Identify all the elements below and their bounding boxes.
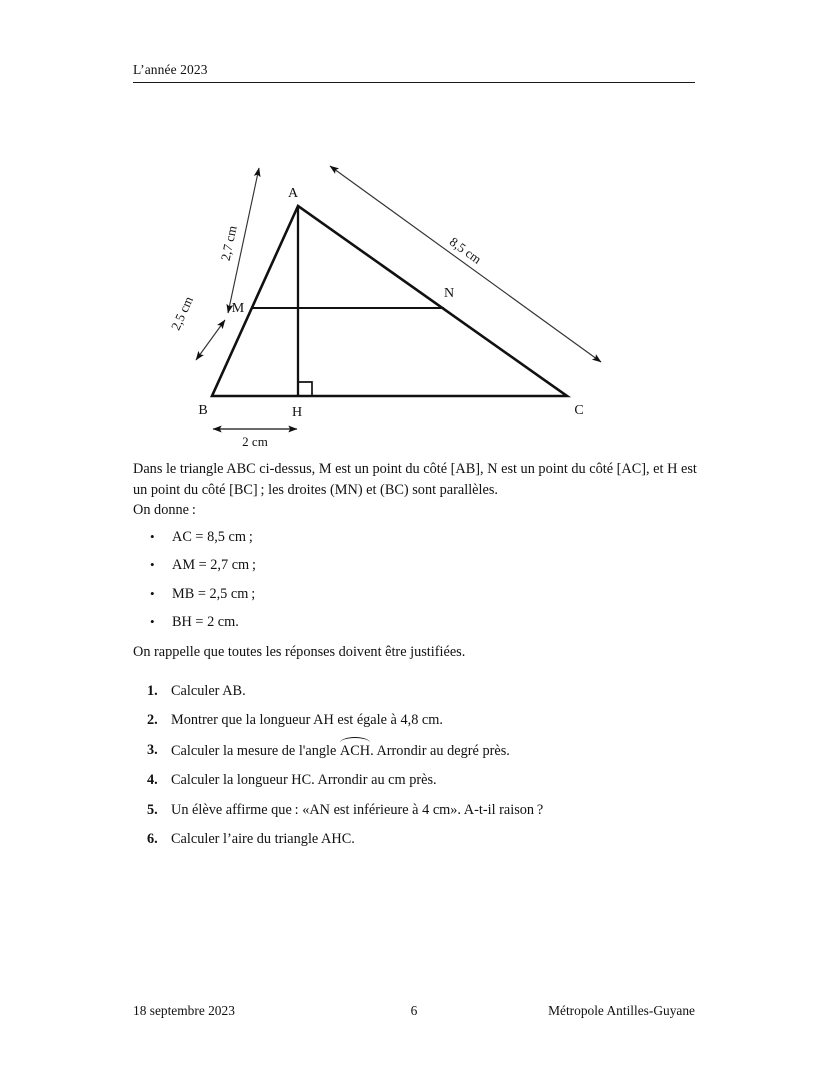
point-label-h: H xyxy=(291,405,303,420)
intro-line-1: Dans le triangle ABC ci-dessus, M est un point du côté [AB], N est un point du côté [AC], et xyxy=(133,461,664,477)
question-number: 1. xyxy=(147,682,158,699)
intro-line-2: H est un point du côté [BC] ; les droites (MN) et (BC) sont parallèles. xyxy=(133,461,697,498)
given-values-list xyxy=(133,528,697,633)
list-item: • AC = 8,5 cm ; xyxy=(133,528,697,547)
right-angle-mark xyxy=(298,382,312,396)
question-item xyxy=(133,711,697,730)
point-label-b: B xyxy=(198,403,208,418)
question-item xyxy=(133,801,697,820)
question-number: 5. xyxy=(147,801,158,818)
list-item: • AM = 2,7 cm ; xyxy=(133,556,697,575)
question-number: 3. xyxy=(147,741,158,758)
triangle-abc xyxy=(212,206,567,396)
question-text-prefix: Calculer la mesure de l'angle xyxy=(171,742,340,759)
point-label-a: A xyxy=(287,186,299,201)
questions-list xyxy=(133,682,697,850)
dimension-label-mb: 2,5 cm xyxy=(167,293,196,333)
footer-source: Métropole Antilles-Guyane xyxy=(548,1003,695,1018)
list-item: • MB = 2,5 cm ; xyxy=(133,585,697,604)
intro-paragraph xyxy=(133,459,697,500)
page-footer xyxy=(133,1003,695,1019)
question-text: Calculer la longueur HC. Arrondir au cm près. xyxy=(171,772,437,789)
angle-notation xyxy=(340,741,370,761)
question-item xyxy=(133,682,697,701)
dimension-label-bh: 2 cm xyxy=(242,434,268,449)
dimension-label-ac: 8,5 cm xyxy=(446,233,485,267)
exercise-body xyxy=(133,459,697,860)
question-number: 6. xyxy=(147,831,158,848)
question-item xyxy=(133,771,697,790)
header-title: L’année 2023 xyxy=(133,62,208,77)
question-text: Un élève affirme que : «AN est inférieure à 4 cm». A-t-il raison ? xyxy=(171,801,544,818)
footer-date: 18 septembre 2023 xyxy=(133,1003,235,1018)
point-label-c: C xyxy=(574,403,584,418)
recall-note: On rappelle que toutes les réponses doivent être justifiées. xyxy=(133,643,466,660)
question-item xyxy=(133,741,697,761)
question-text: Calculer l’aire du triangle AHC. xyxy=(171,831,355,848)
angle-arc-icon xyxy=(340,737,370,744)
page-header xyxy=(133,62,695,78)
list-item: • BH = 2 cm. xyxy=(133,613,697,632)
question-item xyxy=(133,830,697,849)
header-rule xyxy=(133,82,695,83)
question-number: 2. xyxy=(147,712,158,729)
question-text: Montrer que la longueur AH est égale à 4,8 cm. xyxy=(171,712,443,729)
dimension-line-ac xyxy=(330,166,601,362)
dimension-label-am: 2,7 cm xyxy=(217,224,240,262)
geometry-figure xyxy=(0,140,828,460)
question-number: 4. xyxy=(147,772,158,789)
question-text: Calculer AB. xyxy=(171,682,246,699)
page-number: 6 xyxy=(410,1003,418,1018)
question-text-suffix: . Arrondir au degré près. xyxy=(370,742,510,759)
angle-letters: ACH xyxy=(339,742,371,759)
on-donne-label: On donne : xyxy=(133,502,196,519)
point-label-n: N xyxy=(443,286,455,301)
point-label-m: M xyxy=(231,301,245,316)
dimension-line-mb xyxy=(196,320,225,360)
